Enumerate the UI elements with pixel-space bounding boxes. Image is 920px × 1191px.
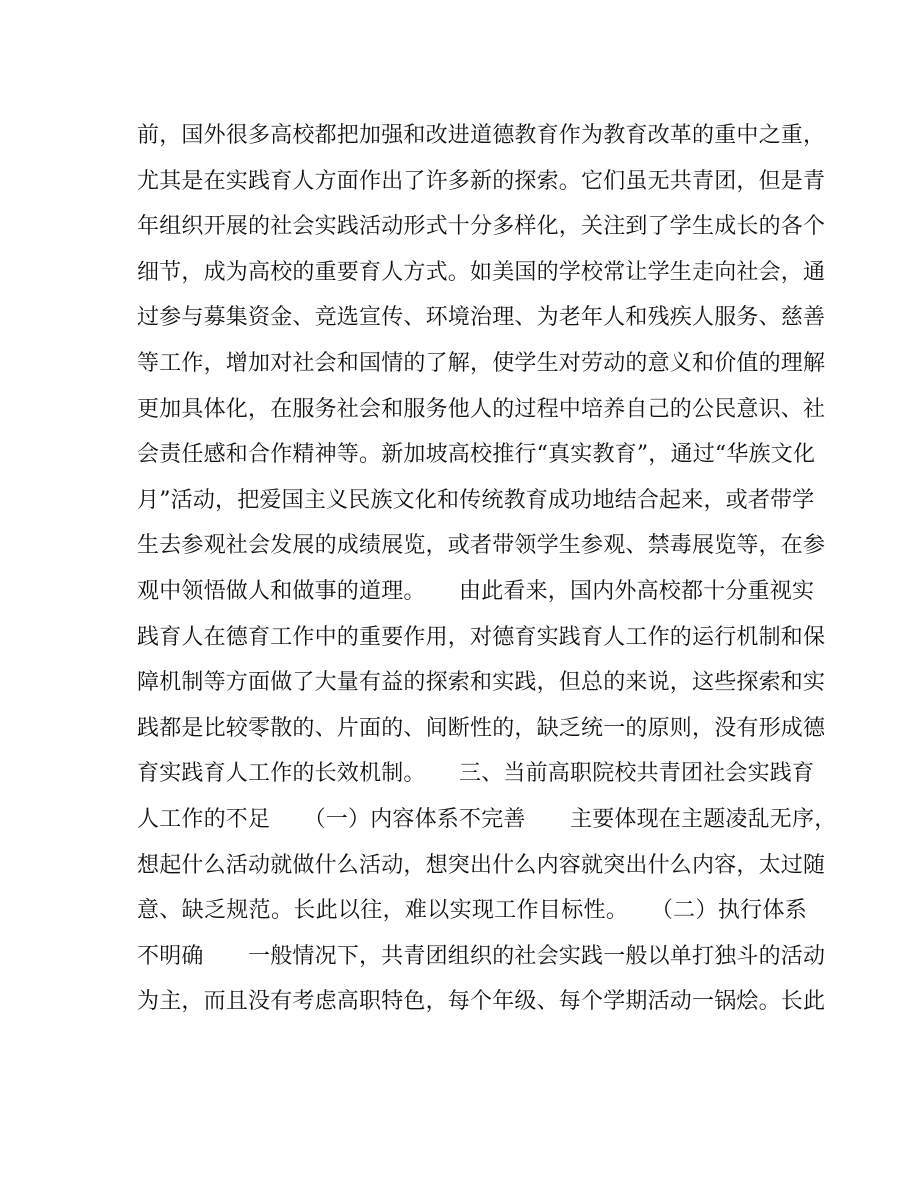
body-text — [137, 113, 837, 1025]
text-line: 践育人在德育工作中的重要作用，对德育实践育人工作的运行机制和保 — [137, 624, 826, 650]
text-line: 月”活动，把爱国主义民族文化和传统教育成功地结合起来，或者带学 — [137, 487, 815, 513]
text-line: 年组织开展的社会实践活动形式十分多样化，关注到了学生成长的各个 — [137, 214, 826, 240]
text-line: 人工作的不足 （一）内容体系不完善 主要体现在主题凌乱无序， — [137, 806, 837, 832]
text-line: 不明确 一般情况下，共青团组织的社会实践一般以单打独斗的活动 — [137, 943, 826, 969]
text-line: 等工作，增加对社会和国情的了解，使学生对劳动的意义和价值的理解 — [137, 350, 826, 376]
text-line: 意、缺乏规范。长此以往，难以实现工作目标性。 （二）执行体系 — [137, 898, 807, 924]
text-line: 尤其是在实践育人方面作出了许多新的探索。它们虽无共青团，但是青 — [137, 168, 826, 194]
text-line: 育实践育人工作的长效机制。 三、当前高职院校共青团社会实践育 — [137, 761, 815, 787]
text-line: 障机制等方面做了大量有益的探索和实践，但总的来说，这些探索和实 — [137, 670, 826, 696]
text-line: 生去参观社会发展的成绩展览，或者带领学生参观、禁毒展览等，在参 — [137, 533, 826, 559]
text-line: 前，国外很多高校都把加强和改进道德教育作为教育改革的重中之重， — [137, 123, 826, 148]
text-line: 更加具体化，在服务社会和服务他人的过程中培养自己的公民意识、社 — [137, 396, 826, 422]
text-line: 践都是比较零散的、片面的、间断性的，缺乏统一的原则，没有形成德 — [137, 715, 826, 741]
text-line: 为主，而且没有考虑高职特色，每个年级、每个学期活动一锅烩。长此 — [137, 989, 826, 1015]
text-line: 细节，成为高校的重要育人方式。如美国的学校常让学生走向社会，通 — [137, 259, 826, 285]
text-line: 会责任感和合作精神等。新加坡高校推行“真实教育”，通过“华族文化 — [137, 442, 816, 468]
text-line: 过参与募集资金、竞选宣传、环境治理、为老年人和残疾人服务、慈善 — [137, 305, 826, 331]
text-line: 想起什么活动就做什么活动，想突出什么内容就突出什么内容，太过随 — [137, 852, 826, 878]
text-line: 观中领悟做人和做事的道理。 由此看来，国内外高校都十分重视实 — [137, 578, 815, 604]
